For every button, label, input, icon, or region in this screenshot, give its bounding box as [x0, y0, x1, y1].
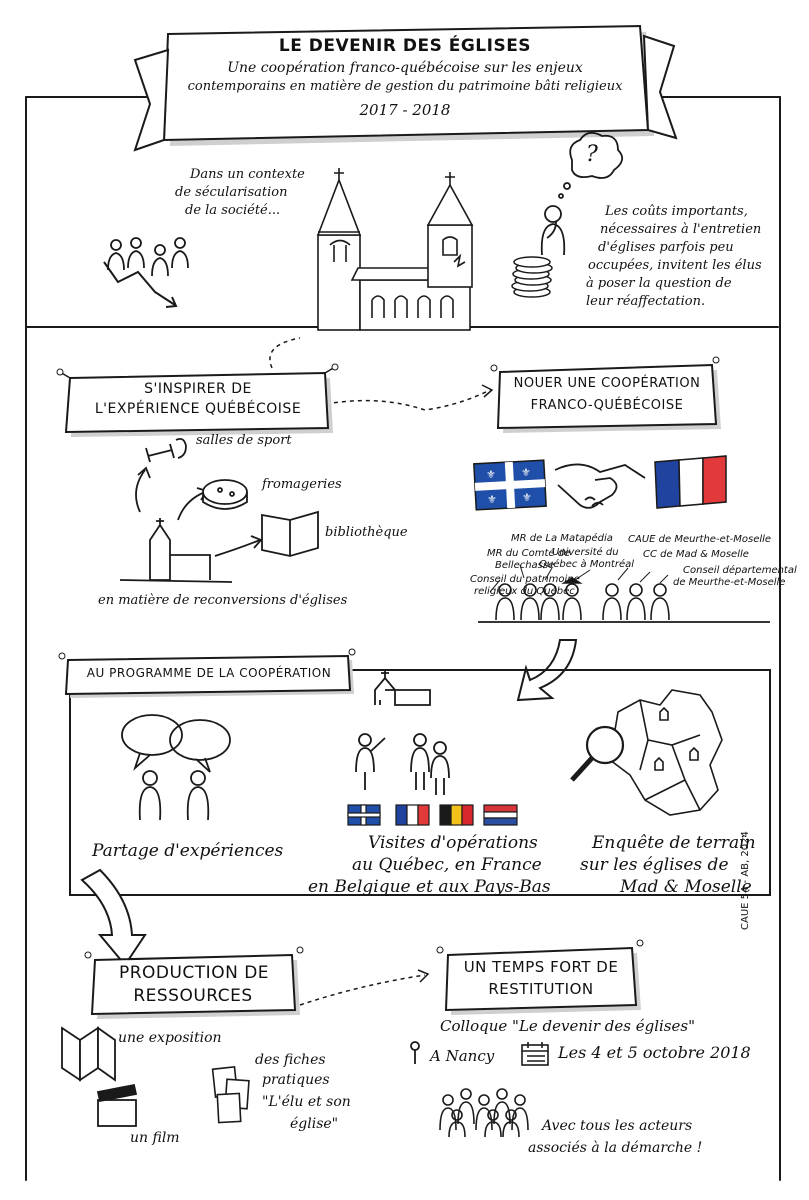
programme-item-visites-line3: en Belgique et aux Pays-Bas — [308, 877, 551, 897]
partner-cd54-line2: de Meurthe-et-Moselle — [673, 577, 786, 588]
context-left-line1: Dans un contexte — [190, 167, 305, 182]
production-fiches-line4: église" — [290, 1116, 339, 1132]
inspire-title-line1: S'INSPIRER DE — [144, 381, 252, 397]
context-right-line3: d'églises parfois peu — [598, 240, 734, 255]
partner-cprq-line2: religieux du Québec — [474, 586, 575, 597]
reconversion-icons — [120, 439, 318, 582]
programme-title: AU PROGRAMME DE LA COOPÉRATION — [86, 666, 332, 680]
magnifier-icon — [572, 727, 623, 780]
svg-text:⚜: ⚜ — [521, 466, 531, 479]
production-fiches-line1: des fiches — [255, 1052, 326, 1068]
context-right-line6: leur réaffectation. — [586, 294, 706, 309]
clapperboard-icon — [98, 1085, 136, 1126]
context-right-line2: nécessaires à l'entretien — [600, 222, 762, 237]
book-icon — [262, 512, 318, 556]
handshake-icon — [555, 464, 645, 507]
page-title: LE DEVENIR DES ÉGLISES — [278, 36, 532, 56]
item-salles-de-sport: salles de sport — [196, 433, 292, 448]
programme-item-enquete-line1: Enquête de terrain — [592, 833, 756, 853]
inspire-title-line2: L'EXPÉRIENCE QUÉBÉCOISE — [94, 401, 302, 417]
programme-item-enquete-line3: Mad & Moselle — [620, 877, 752, 897]
partner-cd54-line1: Conseil départemental — [683, 565, 797, 576]
programme-item-visites-line2: au Québec, en France — [352, 855, 542, 875]
credit-text: CAUE 54 - AB, 2024 — [740, 831, 751, 930]
context-right-line5: à poser la question de — [586, 276, 732, 291]
small-church-icon — [150, 518, 210, 580]
partner-matapedia: MR de La Matapédia — [511, 533, 613, 544]
partner-cprq-line1: Conseil du patrimoine — [470, 574, 580, 585]
big-arrow-down-left — [82, 870, 145, 965]
item-bibliotheque: bibliothèque — [325, 525, 408, 540]
restitution-place: A Nancy — [430, 1047, 495, 1065]
restitution-title-line1: UN TEMPS FORT DE — [463, 958, 619, 976]
production-fiches-line3: "L'élu et son — [262, 1094, 351, 1110]
cooperation-title-line1: NOUER UNE COOPÉRATION — [513, 376, 701, 391]
dumbbell-icon — [146, 439, 186, 462]
cooperation-banner — [491, 357, 721, 433]
production-title-line2: RESSOURCES — [133, 986, 253, 1006]
partner-uqam-line1: Université du — [552, 547, 619, 558]
speech-bubbles-icon — [122, 715, 230, 820]
subtitle-line1: Une coopération franco-québécoise sur les enjeux — [227, 60, 583, 76]
partner-caue: CAUE de Meurthe-et-Moselle — [628, 534, 772, 545]
visit-group-icon — [356, 670, 449, 795]
programme-item-partage: Partage d'expériences — [92, 841, 284, 861]
france-flag — [655, 456, 726, 508]
cooperation-title-line2: FRANCO-QUÉBÉCOISE — [530, 398, 684, 413]
audience-people-icon — [440, 1089, 528, 1137]
production-title-line1: PRODUCTION DE — [118, 963, 270, 983]
calendar-icon — [522, 1042, 548, 1065]
restitution-actors-line2: associés à la démarche ! — [528, 1140, 703, 1156]
territory-map-icon — [610, 690, 722, 815]
coins-stack-icon — [512, 257, 552, 297]
programme-item-visites-line1: Visites d'opérations — [368, 833, 538, 853]
context-right-line4: occupées, invitent les élus — [588, 258, 762, 273]
restitution-actors-line1: Avec tous les acteurs — [542, 1118, 693, 1134]
declining-people-icon — [104, 238, 188, 307]
production-fiches-line2: pratiques — [262, 1072, 330, 1088]
item-fromageries: fromageries — [262, 477, 342, 492]
programme-item-enquete-line2: sur les églises de — [580, 855, 729, 875]
visit-flags — [348, 805, 517, 825]
svg-text:⚜: ⚜ — [486, 468, 496, 481]
restitution-title-line2: RESTITUTION — [488, 980, 594, 998]
years: 2017 - 2018 — [359, 101, 451, 119]
context-left-line2: de sécularisation — [175, 185, 288, 200]
restitution-banner — [437, 940, 643, 1015]
cheese-icon — [203, 480, 247, 504]
church-illustration — [318, 168, 472, 330]
inspire-caption: en matière de reconversions d'églises — [98, 593, 348, 608]
production-exposition: une exposition — [118, 1030, 222, 1046]
subtitle-line2: contemporains en matière de gestion du patrimoine bâti religieux — [187, 79, 623, 94]
location-pin-icon — [411, 1042, 419, 1064]
question-mark: ? — [586, 142, 598, 167]
partner-uqam-line2: Québec à Montréal — [539, 559, 635, 570]
svg-text:⚜: ⚜ — [522, 491, 532, 504]
restitution-dates: Les 4 et 5 octobre 2018 — [558, 1043, 751, 1062]
context-right-line1: Les coûts importants, — [605, 204, 748, 219]
quebec-flag — [474, 460, 546, 510]
partner-cc-mad-moselle: CC de Mad & Moselle — [643, 549, 749, 560]
context-left-line3: de la société... — [185, 203, 281, 218]
production-film: un film — [130, 1130, 180, 1146]
partner-bellechasse-line2: Bellechasse — [495, 560, 555, 571]
svg-text:⚜: ⚜ — [487, 493, 497, 506]
exposition-panels-icon — [62, 1028, 115, 1080]
fiches-icon — [213, 1067, 249, 1123]
partner-bellechasse-line1: MR du Comté de — [487, 548, 571, 559]
restitution-colloque: Colloque "Le devenir des églises" — [440, 1017, 695, 1035]
